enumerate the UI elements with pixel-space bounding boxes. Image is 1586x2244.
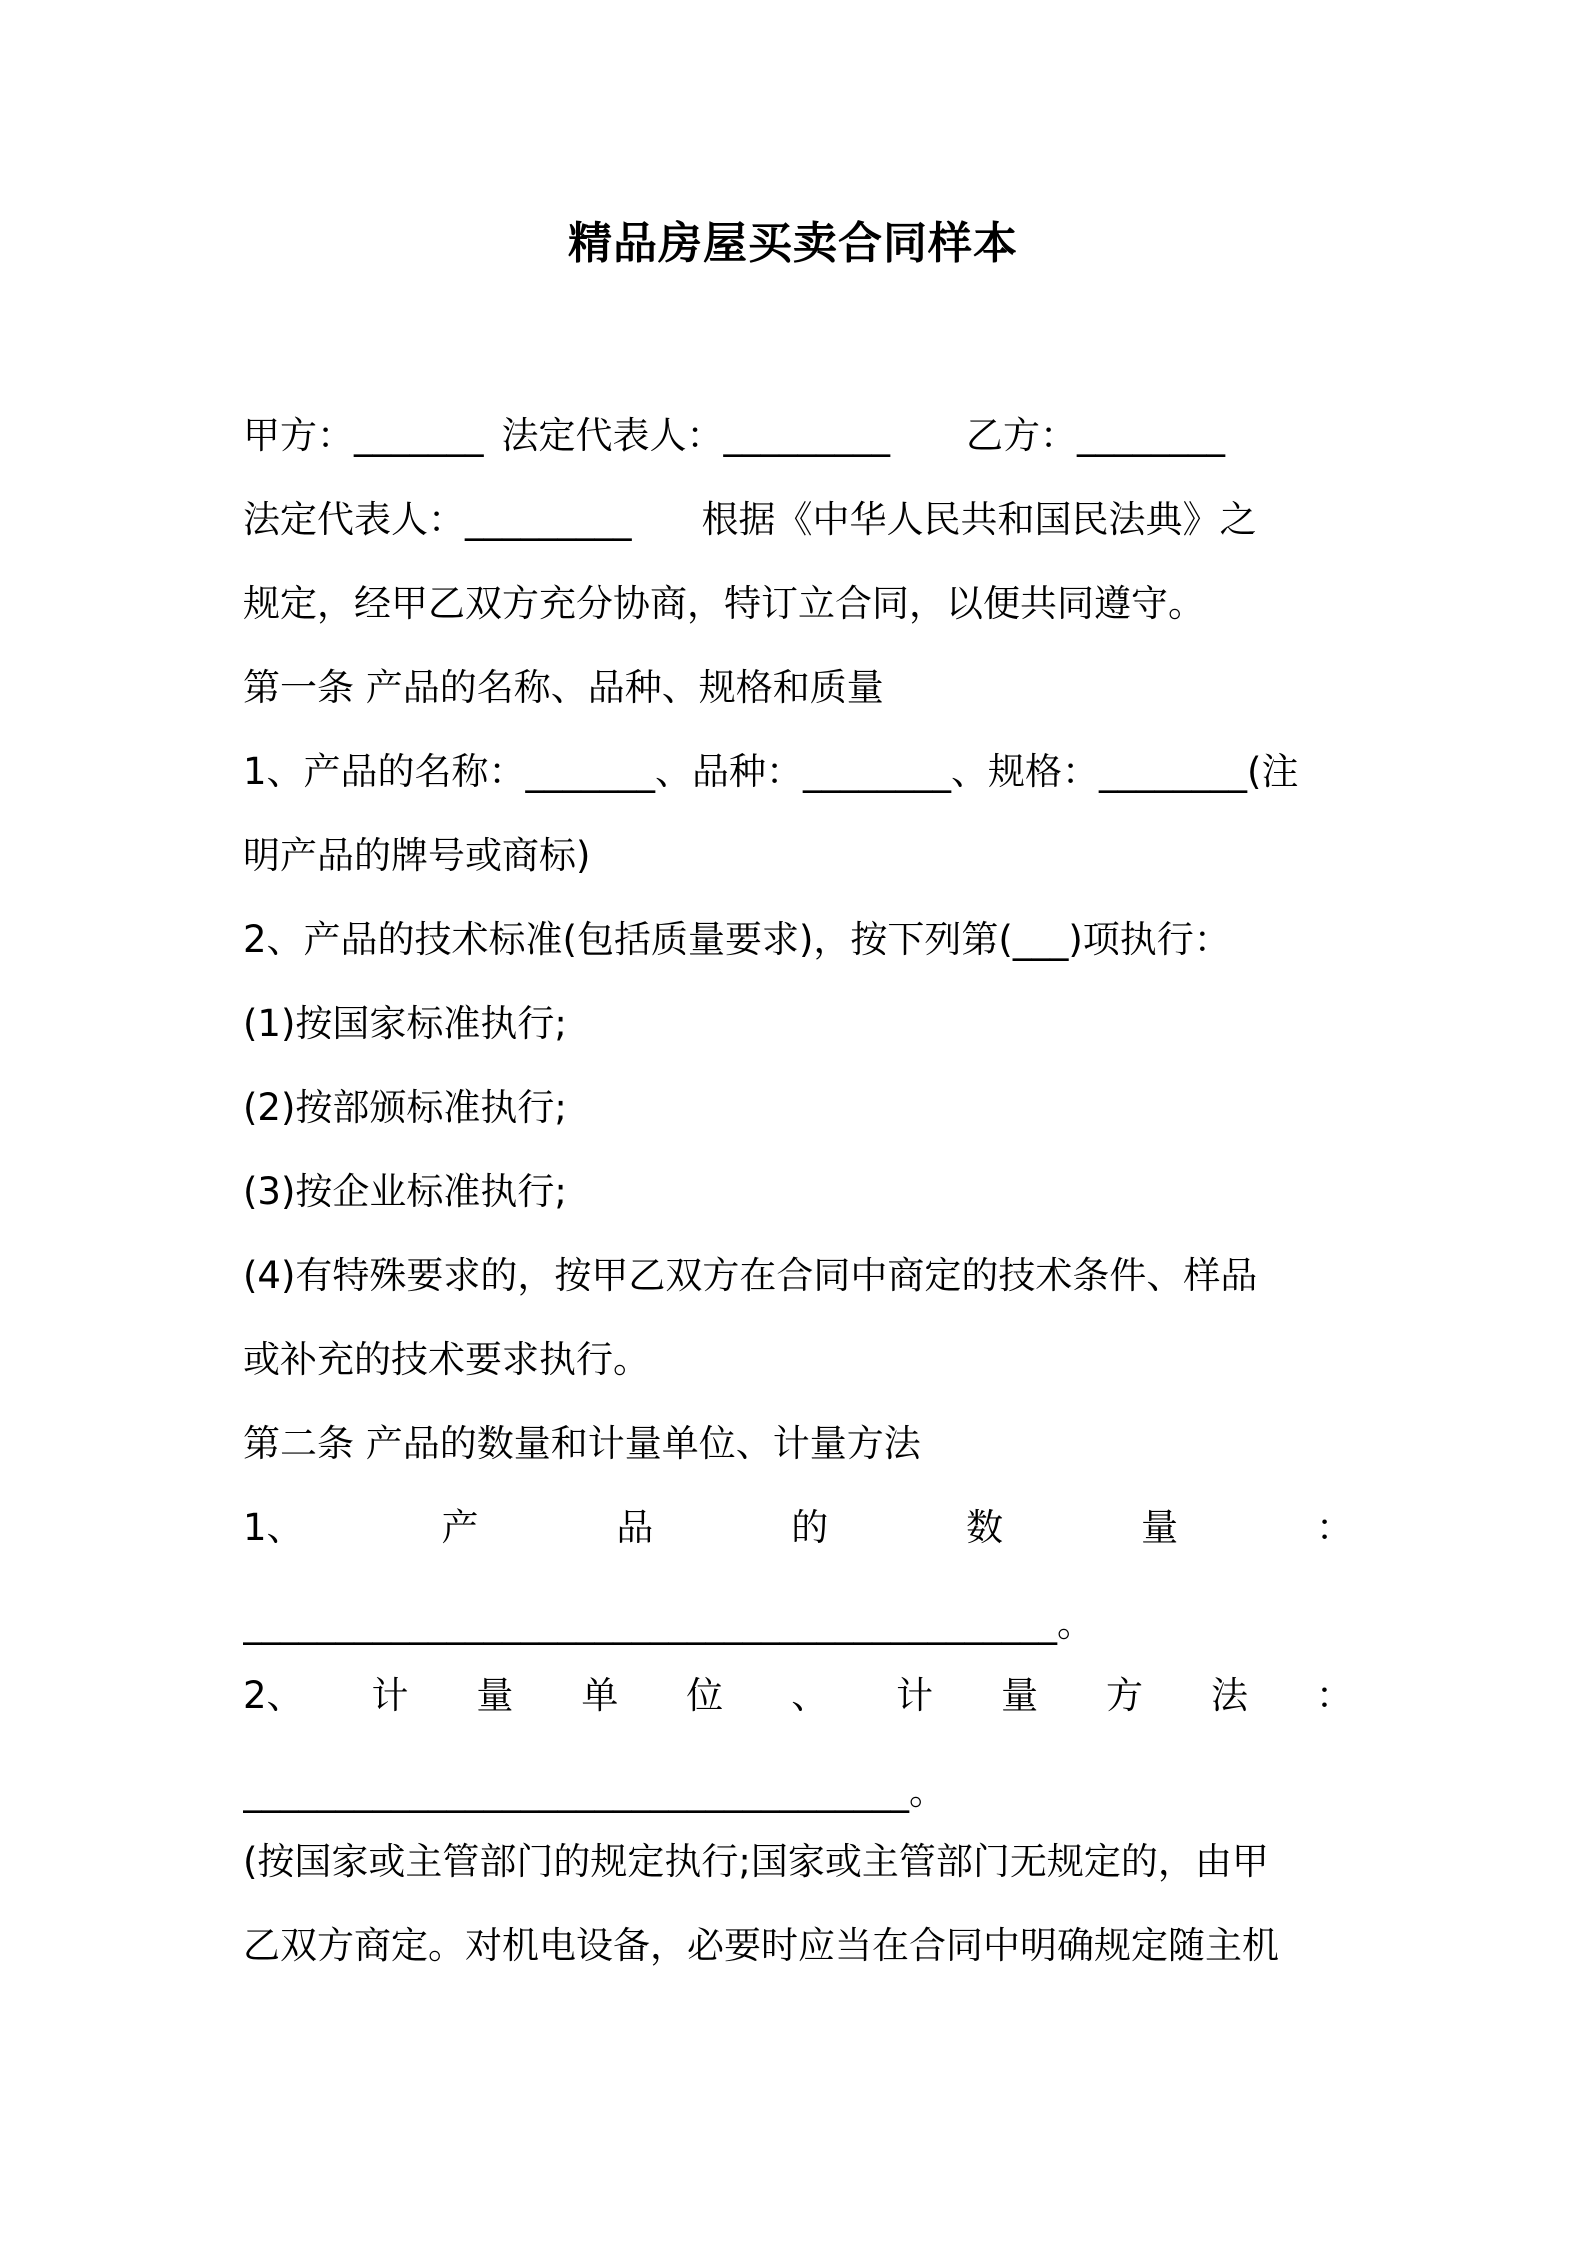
option-1: (1)按国家标准执行;: [243, 1002, 567, 1045]
option-4-line-a: (4)有特殊要求的，按甲乙双方在合同中商定的技术条件、样品: [243, 1254, 1258, 1297]
item-2-2-spaced-line: [243, 1670, 1353, 1722]
document-title: 精品房屋买卖合同样本: [568, 218, 1018, 269]
item-1-1-line-a: 1、产品的名称：_______、品种：________、规格：________(注: [243, 750, 1299, 793]
spaced-char: 的: [791, 1506, 829, 1549]
spaced-char: 计: [371, 1674, 409, 1717]
legal-basis-text: 根据《中华人民共和国民法典》之: [701, 498, 1257, 541]
item-2-1-blank-line: ____________________________________________。: [243, 1602, 1094, 1645]
spaced-char: 数: [966, 1506, 1004, 1549]
spaced-char: 品: [616, 1506, 654, 1549]
party-a-field: 甲方：_______: [243, 414, 484, 457]
spaced-char: ：: [1315, 1506, 1353, 1549]
item-2-1-spaced-line: [243, 1502, 1353, 1554]
note-line-b: 乙双方商定。对机电设备，必要时应当在合同中明确规定随主机: [243, 1924, 1279, 1967]
spaced-char: 1、: [243, 1506, 304, 1549]
spaced-char: 产: [441, 1506, 479, 1549]
spaced-char: 量: [1141, 1506, 1179, 1549]
spaced-char: 量: [476, 1674, 514, 1717]
item-1-2-line: 2、产品的技术标准(包括质量要求)，按下列第(___)项执行：: [243, 918, 1231, 961]
spaced-char: 、: [791, 1674, 829, 1717]
option-2: (2)按部颁标准执行;: [243, 1086, 567, 1129]
parties-line-1: [243, 410, 1353, 462]
spaced-char: 计: [896, 1674, 934, 1717]
article-1-heading: 第一条 产品的名称、品种、规格和质量: [243, 666, 884, 709]
option-4-line-b: 或补充的技术要求执行。: [243, 1338, 650, 1381]
spaced-char: 量: [1001, 1674, 1039, 1717]
option-3: (3)按企业标准执行;: [243, 1170, 567, 1213]
party-b-field: 乙方：________: [966, 414, 1225, 457]
spaced-char: 2、: [243, 1674, 304, 1717]
spaced-char: 方: [1106, 1674, 1144, 1717]
spaced-char: 法: [1210, 1674, 1248, 1717]
note-line-a: (按国家或主管部门的规定执行;国家或主管部门无规定的，由甲: [243, 1840, 1269, 1883]
parties-line-2: [243, 494, 1353, 546]
legal-rep-a-field: 法定代表人：_________: [501, 414, 890, 457]
item-2-2-blank-line: ____________________________________。: [243, 1770, 946, 1813]
item-1-1-line-b: 明产品的牌号或商标): [243, 834, 591, 877]
legal-rep-b-field: 法定代表人：_________: [243, 498, 632, 541]
article-2-heading: 第二条 产品的数量和计量单位、计量方法: [243, 1422, 921, 1465]
spaced-char: 单: [581, 1674, 619, 1717]
spaced-char: 位: [686, 1674, 724, 1717]
preamble-line: 规定，经甲乙双方充分协商，特订立合同，以便共同遵守。: [243, 582, 1205, 625]
spaced-char: ：: [1315, 1674, 1353, 1717]
